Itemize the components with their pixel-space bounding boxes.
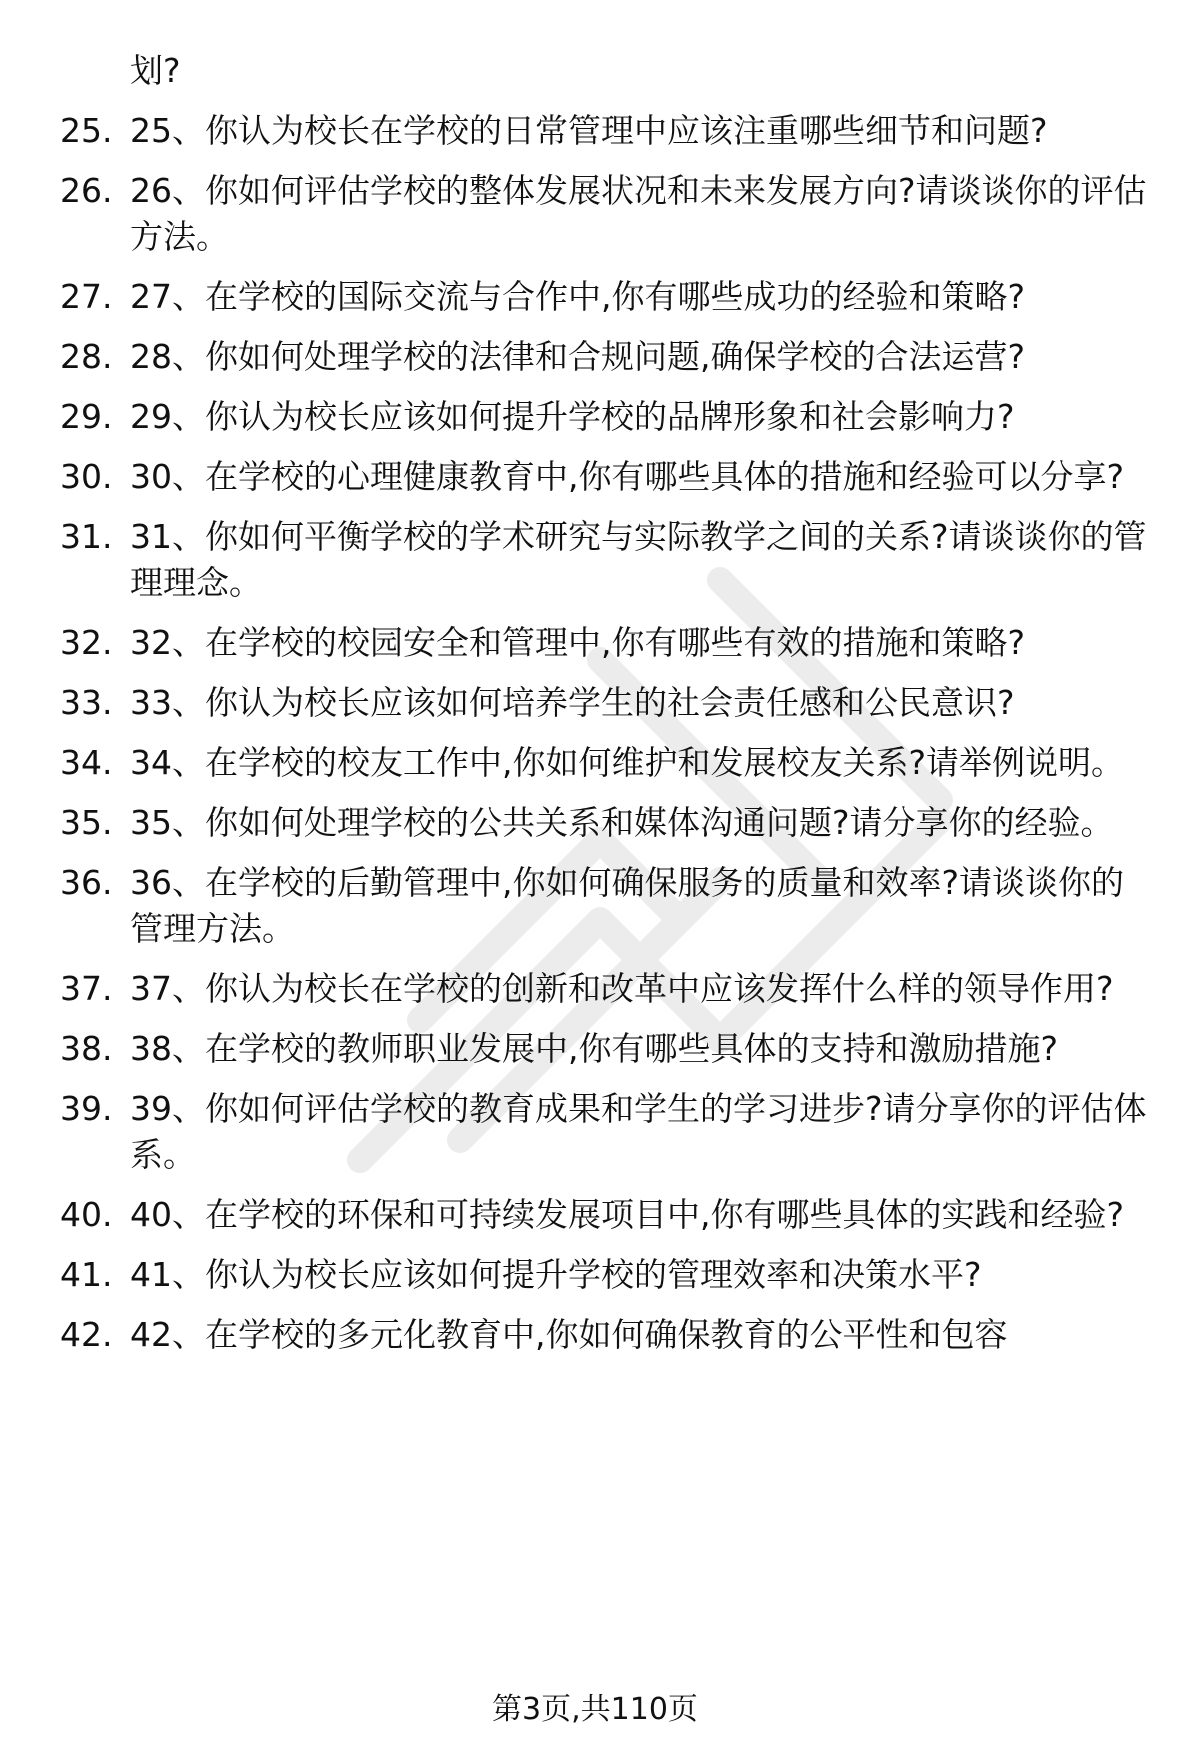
list-item (60, 1086, 1150, 1178)
item-text: 32、在学校的校园安全和管理中,你有哪些有效的措施和策略? (130, 623, 1025, 662)
item-text: 35、你如何处理学校的公共关系和媒体沟通问题?请分享你的经验。 (130, 803, 1114, 842)
item-number: 41. (60, 1255, 113, 1294)
list-item (60, 1192, 1150, 1238)
item-number: 35. (60, 803, 113, 842)
list-item (60, 680, 1150, 726)
list-item (60, 860, 1150, 952)
item-text: 37、你认为校长在学校的创新和改革中应该发挥什么样的领导作用? (130, 969, 1114, 1008)
item-number: 33. (60, 683, 113, 722)
page-number-footer: 第3页,共110页 (492, 1692, 698, 1727)
item-number: 32. (60, 623, 113, 662)
list-item (60, 454, 1150, 500)
item-number: 30. (60, 457, 113, 496)
item-text: 28、你如何处理学校的法律和合规问题,确保学校的合法运营? (130, 337, 1025, 376)
item-text: 38、在学校的教师职业发展中,你有哪些具体的支持和激励措施? (130, 1029, 1058, 1068)
list-item (60, 800, 1150, 846)
list-item (60, 740, 1150, 786)
list-item (60, 394, 1150, 440)
item-number: 40. (60, 1195, 113, 1234)
item-number: 42. (60, 1315, 113, 1354)
item-text: 42、在学校的多元化教育中,你如何确保教育的公平性和包容 (130, 1315, 1008, 1354)
item-text: 40、在学校的环保和可持续发展项目中,你有哪些具体的实践和经验? (130, 1195, 1124, 1234)
continued-item-text: 划? (130, 51, 181, 90)
item-text: 29、你认为校长应该如何提升学校的品牌形象和社会影响力? (130, 397, 1015, 436)
item-number: 34. (60, 743, 113, 782)
item-text: 30、在学校的心理健康教育中,你有哪些具体的措施和经验可以分享? (130, 457, 1124, 496)
item-text: 33、你认为校长应该如何培养学生的社会责任感和公民意识? (130, 683, 1015, 722)
item-number: 27. (60, 277, 113, 316)
item-text: 26、你如何评估学校的整体发展状况和未来发展方向?请谈谈你的评估方法。 (130, 171, 1147, 256)
item-number: 36. (60, 863, 113, 902)
item-text: 41、你认为校长应该如何提升学校的管理效率和决策水平? (130, 1255, 982, 1294)
item-number: 26. (60, 171, 113, 210)
item-number: 29. (60, 397, 113, 436)
item-text: 31、你如何平衡学校的学术研究与实际教学之间的关系?请谈谈你的管理理念。 (130, 517, 1147, 602)
item-text: 36、在学校的后勤管理中,你如何确保服务的质量和效率?请谈谈你的管理方法。 (130, 863, 1124, 948)
item-number: 39. (60, 1089, 113, 1128)
item-number: 31. (60, 517, 113, 556)
list-item (60, 274, 1150, 320)
item-number: 38. (60, 1029, 113, 1068)
list-item (60, 168, 1150, 260)
item-text: 39、你如何评估学校的教育成果和学生的学习进步?请分享你的评估体系。 (130, 1089, 1147, 1174)
list-item (60, 966, 1150, 1012)
list-item (60, 1252, 1150, 1298)
list-item (60, 334, 1150, 380)
list-item (60, 514, 1150, 606)
list-item (60, 620, 1150, 666)
item-number: 28. (60, 337, 113, 376)
list-item (60, 1026, 1150, 1072)
item-text: 27、在学校的国际交流与合作中,你有哪些成功的经验和策略? (130, 277, 1025, 316)
item-text: 34、在学校的校友工作中,你如何维护和发展校友关系?请举例说明。 (130, 743, 1124, 782)
list-item (60, 108, 1150, 154)
question-list (60, 48, 1150, 1372)
item-number: 25. (60, 111, 113, 150)
list-item (60, 1312, 1150, 1358)
item-number: 37. (60, 969, 113, 1008)
item-text: 25、你认为校长在学校的日常管理中应该注重哪些细节和问题? (130, 111, 1048, 150)
